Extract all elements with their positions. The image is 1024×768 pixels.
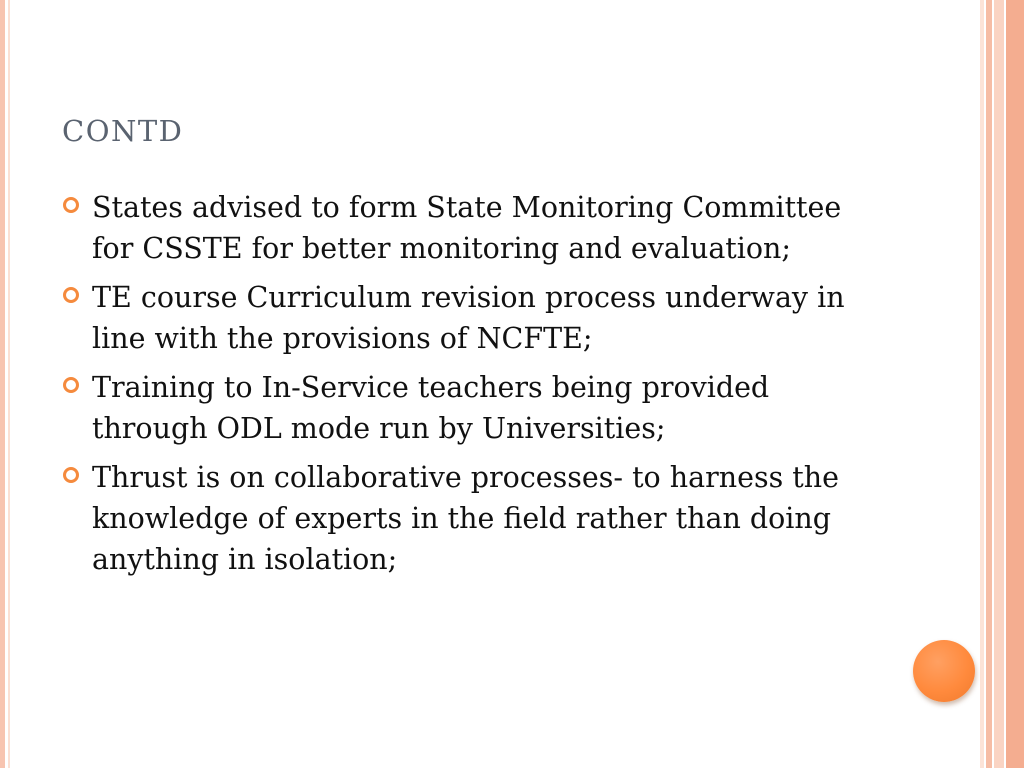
bullet-item (62, 277, 882, 359)
right-decorative-stripe-4 (1006, 0, 1024, 768)
bullet-text: States advised to form State Monitoring Committee for CSSTE for better monitoring and evaluation; (92, 191, 842, 265)
right-decorative-stripe-2 (986, 0, 992, 768)
right-decorative-stripe-3 (994, 0, 1004, 768)
bullet-list (62, 187, 882, 588)
orange-orb-decoration (913, 640, 975, 702)
bullet-text: Thrust is on collaborative processes- to harness the knowledge of experts in the field rather than doing anything in isolation; (92, 461, 839, 576)
slide-title: CONTD (62, 114, 184, 148)
right-decorative-stripe-1 (980, 0, 984, 768)
circle-bullet-icon (63, 197, 79, 213)
bullet-item (62, 187, 882, 269)
left-decorative-stripe-inner (8, 0, 10, 768)
bullet-item (62, 367, 882, 449)
bullet-text: TE course Curriculum revision process underway in line with the provisions of NCFTE; (92, 281, 845, 355)
bullet-text: Training to In-Service teachers being provided through ODL mode run by Universities; (92, 371, 770, 445)
circle-bullet-icon (63, 287, 79, 303)
left-decorative-stripe (0, 0, 5, 768)
bullet-item (62, 457, 882, 580)
circle-bullet-icon (63, 467, 79, 483)
circle-bullet-icon (63, 377, 79, 393)
